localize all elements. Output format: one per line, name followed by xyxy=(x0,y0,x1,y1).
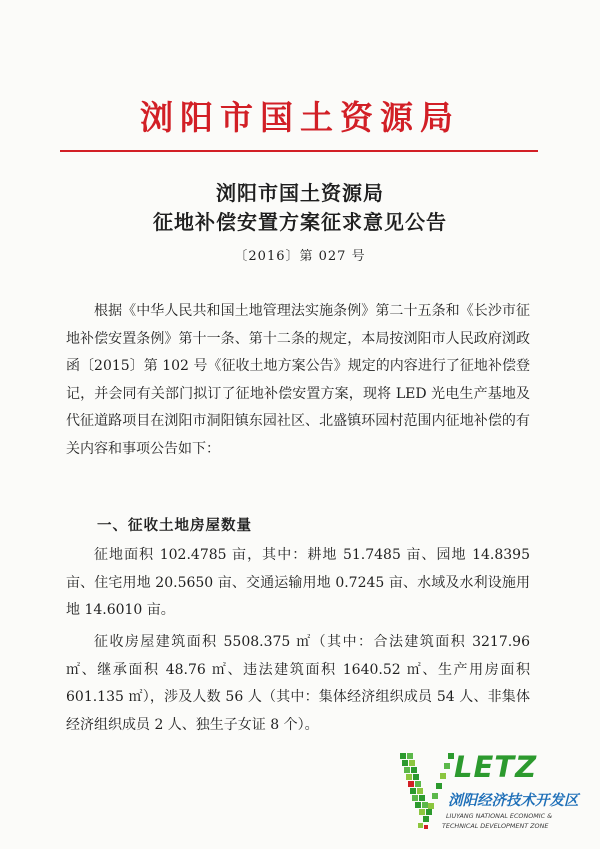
header-divider xyxy=(60,150,538,152)
logo-name-en-line1: LIUYANG NATIONAL ECONOMIC & xyxy=(446,812,553,820)
notice-title-line1: 浏阳市国土资源局 xyxy=(216,181,384,205)
land-area-paragraph: 征地面积 102.4785 亩，其中：耕地 51.7485 亩、园地 14.8395 亩、住宅用地 20.5650 亩、交通运输用地 0.7245 亩、水域及水利设施用地 14.6010 亩。 xyxy=(66,547,530,618)
section-heading: 一、征收土地房屋数量 xyxy=(97,518,252,534)
housing-area-paragraph: 征收房屋建筑面积 5508.375 ㎡（其中：合法建筑面积 3217.96 ㎡、继承面积 48.76 ㎡、违法建筑面积 1640.52 ㎡、生产用房面积 601.135 ㎡），涉及人数 56 人（其中：集体经济组织成员 54 人、非集体经济组织成员 2 人、独生子女证 8 个）。 xyxy=(66,634,530,733)
logo-mark-text: LETZ xyxy=(454,750,538,784)
logo-name-cn: 浏阳经济技术开发区 xyxy=(448,793,579,809)
notice-title-line2: 征地补偿安置方案征求意见公告 xyxy=(153,210,447,234)
intro-paragraph: 根据《中华人民共和国土地管理法实施条例》第二十五条和《长沙市征地补偿安置条例》第十一条、第十二条的规定，本局按浏阳市人民政府浏政函〔2015〕第 102 号《征收土地方案公告》规定的内容进行了征地补偿登记，并会同有关部门拟订了征地补偿安置方案，现将 LED 光电生产基地及代征道路项目在浏阳市洞阳镇东园社区、北盛镇环园村范围内征地补偿的有关内容和事项公告如下： xyxy=(66,303,530,457)
logo-name-en-line2: TECHNICAL DEVELOPMENT ZONE xyxy=(442,822,549,830)
org-header-title: 浏阳市国土资源局 xyxy=(140,98,460,137)
document-number: 〔2016〕第 027 号 xyxy=(234,249,366,264)
letz-logo xyxy=(398,747,598,847)
